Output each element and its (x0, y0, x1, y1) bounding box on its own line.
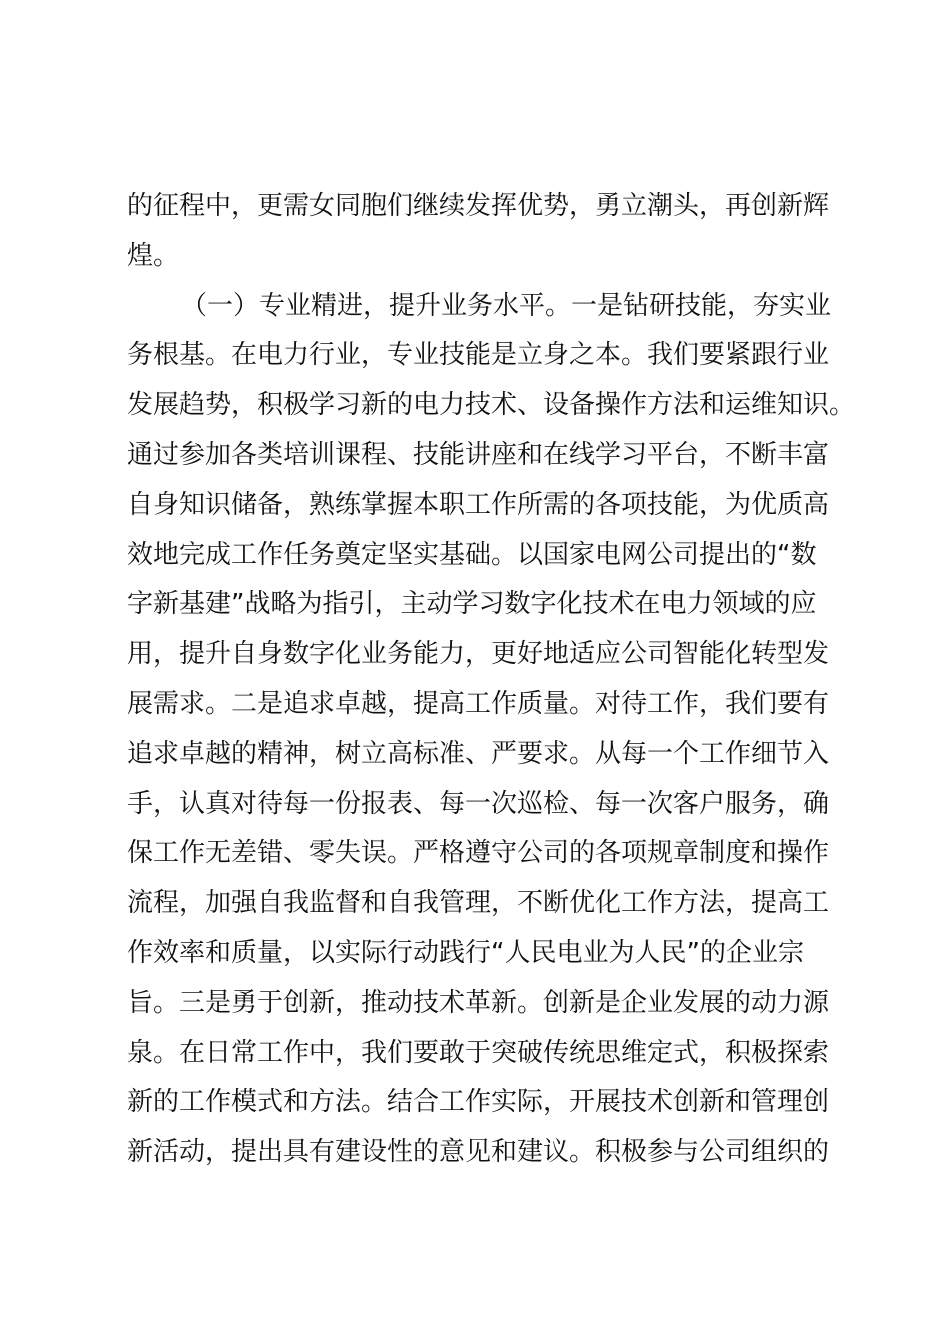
text-line: 通过参加各类培训课程、技能讲座和在线学习平台，不断丰富 (127, 439, 830, 470)
text-line: 新活动，提出具有建设性的意见和建议。积极参与公司组织的 (127, 1137, 830, 1168)
text-line: 自身知识储备，熟练掌握本职工作所需的各项技能，为优质高 (127, 489, 830, 520)
text-line: 作效率和质量，以实际行动践行“人民电业为人民”的企业宗 (127, 937, 804, 968)
text-line: 务根基。在电力行业，专业技能是立身之本。我们要紧跟行业 (127, 340, 830, 371)
text-line: 发展趋势，积极学习新的电力技术、设备操作方法和运维知识。 (127, 390, 856, 421)
text-line: 煌。 (127, 240, 180, 271)
text-line: 流程，加强自我监督和自我管理，不断优化工作方法，提高工 (127, 888, 830, 919)
section-heading-line: （一）专业精进，提升业务水平。一是钻研技能，夯实业 (181, 290, 832, 321)
text-line: 新的工作模式和方法。结合工作实际，开展技术创新和管理创 (127, 1087, 830, 1118)
text-line: 手，认真对待每一份报表、每一次巡检、每一次客户服务，确 (127, 788, 830, 819)
text-line: 效地完成工作任务奠定坚实基础。以国家电网公司提出的“数 (127, 539, 817, 570)
text-line: 的征程中，更需女同胞们继续发挥优势，勇立潮头，再创新辉 (127, 191, 830, 221)
body-text (127, 182, 856, 1178)
text-line: 追求卓越的精神，树立高标准、严要求。从每一个工作细节入 (127, 738, 830, 769)
text-line: 展需求。二是追求卓越，提高工作质量。对待工作，我们要有 (127, 688, 830, 719)
text-line: 用，提升自身数字化业务能力，更好地适应公司智能化转型发 (127, 639, 830, 670)
text-line: 保工作无差错、零失误。严格遵守公司的各项规章制度和操作 (127, 838, 830, 869)
text-line: 泉。在日常工作中，我们要敢于突破传统思维定式，积极探索 (127, 1037, 830, 1068)
text-line: 旨。三是勇于创新，推动技术革新。创新是企业发展的动力源 (127, 987, 830, 1018)
text-line: 字新基建”战略为指引，主动学习数字化技术在电力领域的应 (127, 589, 817, 620)
